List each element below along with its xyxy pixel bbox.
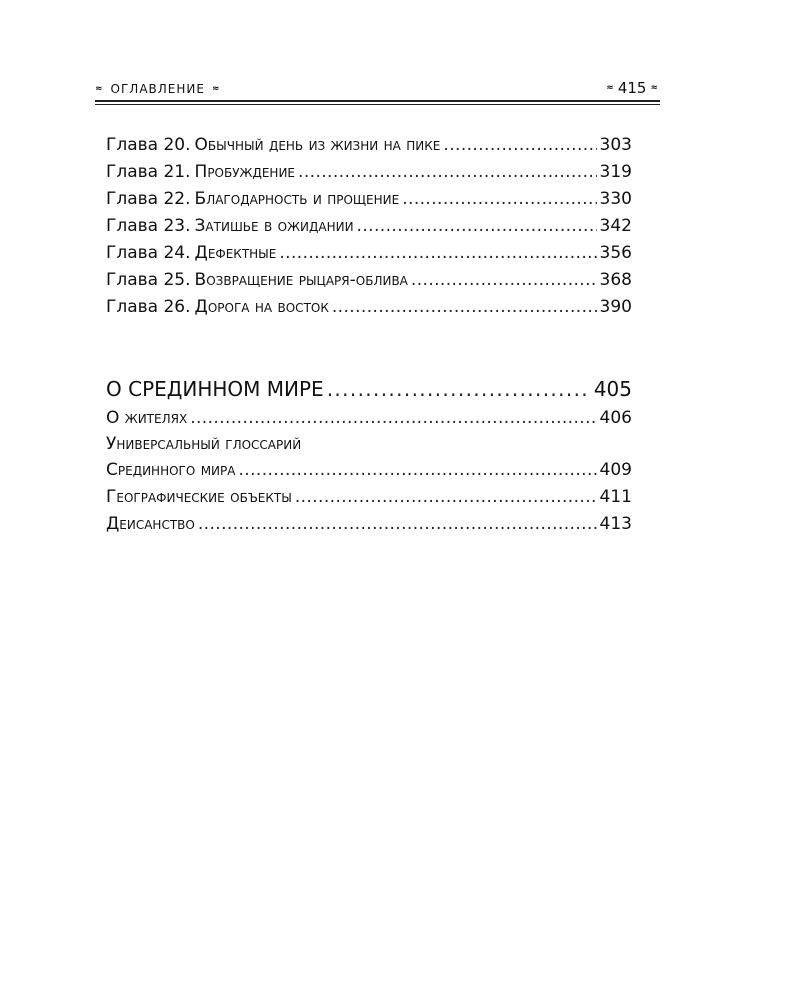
chapter-number: Глава 20. [106, 135, 191, 155]
entry-title: Деисанство [106, 514, 195, 534]
entry-title: О жителях [106, 408, 188, 428]
toc-chapter-list [106, 132, 632, 321]
entry-title-line-2: Срединного мира [106, 460, 236, 480]
toc-entry-chapter-23 [106, 213, 632, 240]
chapter-title: Дорога на восток [194, 297, 329, 317]
page-number: 303 [599, 135, 632, 155]
header-page-number: 415 [617, 79, 647, 97]
header-rule-thick [95, 100, 660, 102]
chapter-number: Глава 25. [106, 270, 191, 290]
dot-leader [402, 186, 596, 213]
ornament-icon: ≈ [95, 84, 104, 94]
page-number: 330 [599, 189, 632, 209]
page-number: 368 [599, 270, 632, 290]
running-header [95, 79, 660, 100]
page-number: 405 [593, 377, 632, 401]
toc-entry-inhabitants [106, 405, 632, 432]
toc-entry-geography [106, 484, 632, 511]
chapter-title: Затишье в ожидании [194, 216, 354, 236]
chapter-title: Дефектные [194, 243, 277, 263]
dot-leader [411, 267, 597, 294]
dot-leader [198, 511, 597, 538]
entry-title-line-1: Универсальный глоссарий [106, 434, 302, 454]
entry-title: Географические объекты [106, 487, 292, 507]
ornament-icon: ≈ [606, 83, 614, 93]
header-rule-thin [95, 104, 660, 105]
toc-entry-glossary [106, 457, 632, 484]
toc-entry-chapter-25 [106, 267, 632, 294]
page-number: 390 [599, 297, 632, 317]
dot-leader [332, 294, 597, 321]
toc-entry-chapter-24 [106, 240, 632, 267]
toc-entry-chapter-26 [106, 294, 632, 321]
header-section [95, 82, 221, 96]
dot-leader [443, 132, 596, 159]
dot-leader [357, 213, 597, 240]
ornament-icon: ≈ [211, 84, 221, 94]
page-number: 406 [599, 408, 632, 428]
dot-leader [190, 405, 596, 432]
header-page [606, 79, 658, 97]
chapter-number: Глава 26. [106, 297, 191, 317]
dot-leader [298, 159, 597, 186]
page-number: 356 [599, 243, 632, 263]
dot-leader [279, 240, 596, 267]
dot-leader [327, 373, 591, 405]
chapter-title: Благодарность и прощение [194, 189, 400, 209]
chapter-title: Возвращение рыцаря-облива [194, 270, 408, 290]
toc-entry-chapter-21 [106, 159, 632, 186]
page-number: 342 [599, 216, 632, 236]
toc-entry-appendix-heading [106, 373, 632, 405]
appendix-heading-title: О СРЕДИННОМ МИРЕ [106, 377, 324, 401]
dot-leader [238, 457, 596, 484]
page-number: 409 [599, 460, 632, 480]
toc-entry-chapter-22 [106, 186, 632, 213]
ornament-icon: ≈ [650, 83, 658, 93]
header-section-title: ОГЛАВЛЕНИЕ [110, 82, 205, 96]
toc-entry-chapter-20 [106, 132, 632, 159]
chapter-title: Обычный день из жизни на пике [194, 135, 441, 155]
chapter-number: Глава 21. [106, 162, 191, 182]
page-number: 411 [599, 487, 632, 507]
page-number: 413 [599, 514, 632, 534]
chapter-title: Пробуждение [194, 162, 296, 182]
dot-leader [295, 484, 597, 511]
toc-appendix-list [106, 373, 632, 538]
chapter-number: Глава 23. [106, 216, 191, 236]
chapter-number: Глава 22. [106, 189, 191, 209]
page-number: 319 [599, 162, 632, 182]
toc-entry-deisanstvo [106, 511, 632, 538]
chapter-number: Глава 24. [106, 243, 191, 263]
